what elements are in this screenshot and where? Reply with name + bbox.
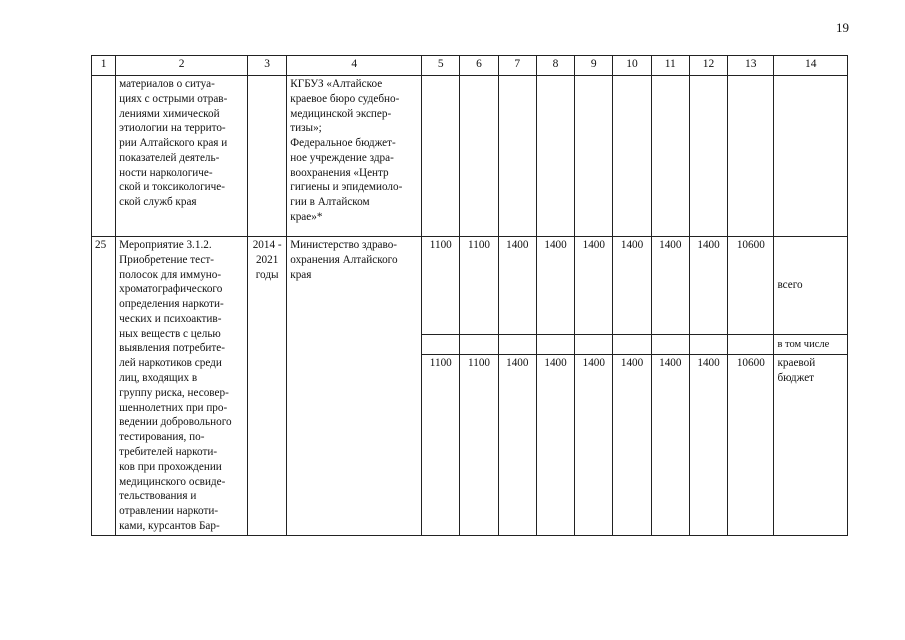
total-value: 1100 [422,237,460,335]
col-header: 11 [651,56,689,76]
total-value: 1100 [460,237,498,335]
total-value: 1400 [575,237,613,335]
col-header: 3 [248,56,287,76]
column-number-header [92,56,848,76]
source-label: в том числе [774,335,848,355]
total-value: 10600 [728,237,774,335]
col-header: 13 [728,56,774,76]
event-description: материалов о ситуа- циях с острыми отрав- лениями химической этиологии на террито- рии Алтайского края и показателей деятель- ности наркологиче- ской и токсикологиче- ской служб края [116,76,248,237]
total-value: 1400 [613,237,651,335]
col-header: 10 [613,56,651,76]
regional-value: 1400 [613,355,651,535]
source-label: всего [774,237,848,335]
page-number: 19 [836,20,849,35]
regional-value: 10600 [728,355,774,535]
regional-value: 1400 [498,355,536,535]
col-header: 4 [287,56,422,76]
executor: Министерство здраво- охранения Алтайского края [287,237,422,536]
col-header: 8 [536,56,574,76]
col-header: 7 [498,56,536,76]
total-value: 1400 [536,237,574,335]
regional-value: 1400 [689,355,727,535]
regional-value: 1400 [651,355,689,535]
regional-value: 1400 [536,355,574,535]
col-header: 1 [92,56,116,76]
col-header: 12 [689,56,727,76]
table-row-25-total [92,237,848,335]
years: 2014 - 2021 годы [248,237,287,536]
regional-value: 1400 [575,355,613,535]
col-header: 14 [774,56,848,76]
col-header: 5 [422,56,460,76]
program-table [91,55,848,536]
total-value: 1400 [651,237,689,335]
row-number: 25 [92,237,116,536]
total-value: 1400 [689,237,727,335]
col-header: 2 [116,56,248,76]
event-description: Мероприятие 3.1.2. Приобретение тест- полосок для иммуно- хроматографического определения наркоти- ческих и психоактив- ных веществ с целью выявления потребите- лей наркотиков среди лиц, входящих в группу риска, несовер- шеннолетних при про- ведении добровольного тестирования, по- требителей наркоти- ков при прохождении медицинского освиде- тельствования и отравлении наркоти- ками, курсантов Бар- [116,237,248,536]
regional-value: 1100 [460,355,498,535]
col-header: 6 [460,56,498,76]
table-row-continuation [92,76,848,237]
col-header: 9 [575,56,613,76]
total-value: 1400 [498,237,536,335]
source-label: краевой бюджет [774,355,848,535]
executor: КГБУЗ «Алтайское краевое бюро судебно- медицинской экспер- тизы»; Федеральное бюджет- ное учреждение здра- воохранения «Центр гигиены и эпидемиоло- гии в Алтайском крае»* [287,76,422,237]
regional-value: 1100 [422,355,460,535]
